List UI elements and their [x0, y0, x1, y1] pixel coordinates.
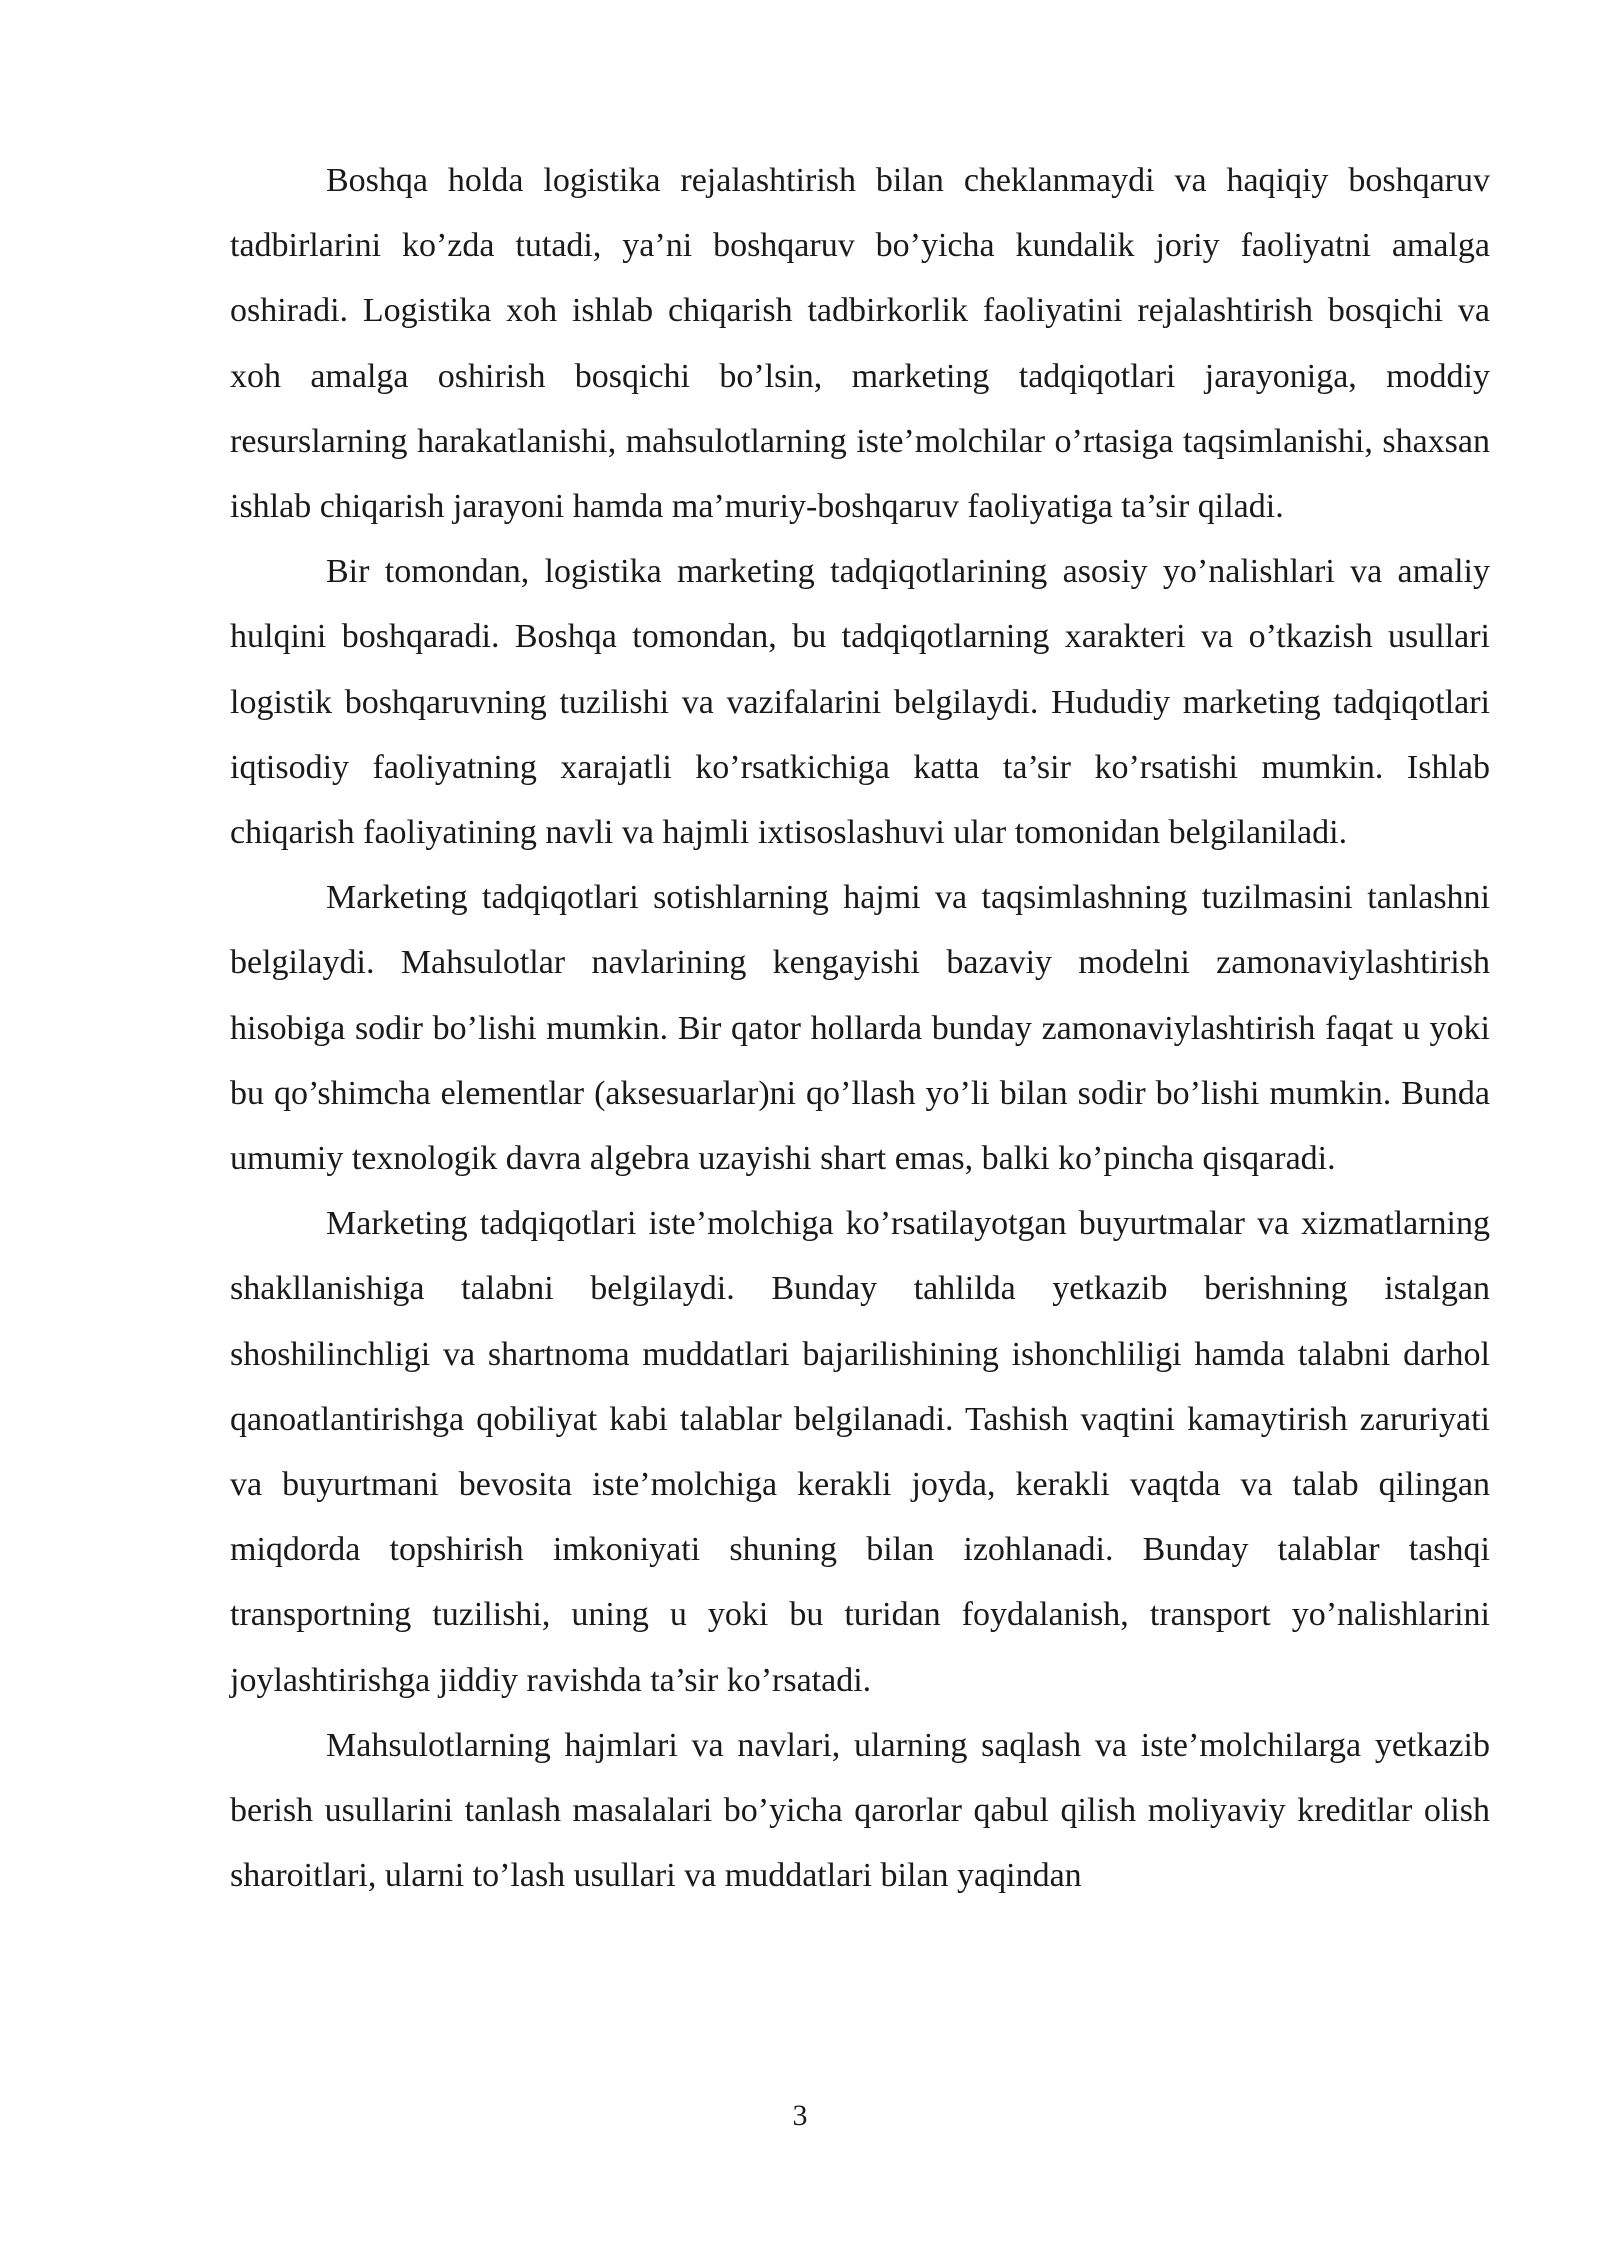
- paragraph-2: Bir tomondan, logistika marketing tadqiqotlarining asosiy yo’nalishlari va amaliy hulqini boshqaradi. Boshqa tomondan, bu tadqiqotlarning xarakteri va o’tkazish usullari logistik boshqaruvning tuzilishi va vazifalarini belgilaydi. Hududiy marketing tadqiqotlari iqtisodiy faoliyatning xarajatli ko’rsatkichiga katta ta’sir ko’rsatishi mumkin. Ishlab chiqarish faoliyatining navli va hajmli ixtisoslashuvi ular tomonidan belgilaniladi.: [230, 553, 1490, 852]
- paragraph-3: Marketing tadqiqotlari sotishlarning hajmi va taqsimlashning tuzilmasini tanlashni belgilaydi. Mahsulotlar navlarining kengayishi bazaviy modelni zamonaviylashtirish hisobiga sodir bo’lishi mumkin. Bir qator hollarda bunday zamonaviylashtirish faqat u yoki bu qo’shimcha elementlar (aksesuarlar)ni qo’llash yo’li bilan sodir bo’lishi mumkin. Bunda umumiy texnologik davra algebra uzayishi shart emas, balki ko’pincha qisqaradi.: [230, 879, 1490, 1178]
- paragraph-5: Mahsulotlarning hajmlari va navlari, ularning saqlash va iste’molchilarga yetkazib berish usullarini tanlash masalalari bo’yicha qarorlar qabul qilish moliyaviy kreditlar olish sharoitlari, ularni to’lash usullari va muddatlari bilan yaqindan: [230, 1726, 1490, 1895]
- document-body: [230, 148, 1490, 1908]
- page-number: 3: [792, 2099, 808, 2132]
- paragraph-4: Marketing tadqiqotlari iste’molchiga ko’rsatilayotgan buyurtmalar va xizmatlarning shakllanishiga talabni belgilaydi. Bunday tahlilda yetkazib berishning istalgan shoshilinchligi va shartnoma muddatlari bajarilishining ishonchliligi hamda talabni darhol qanoatlantirishga qobiliyat kabi talablar belgilanadi. Tashish vaqtini kamaytirish zaruriyati va buyurtmani bevosita iste’molchiga kerakli joyda, kerakli vaqtda va talab qilingan miqdorda topshirish imkoniyati shuning bilan izohlanadi. Bunday talablar tashqi transportning tuzilishi, uning u yoki bu turidan foydalanish, transport yo’nalishlarini joylashtirishga jiddiy ravishda ta’sir ko’rsatadi.: [230, 1205, 1490, 1699]
- paragraph-1: Boshqa holda logistika rejalashtirish bilan cheklanmaydi va haqiqiy boshqaruv tadbirlarini ko’zda tutadi, ya’ni boshqaruv bo’yicha kundalik joriy faoliyatni amalga oshiradi. Logistika xoh ishlab chiqarish tadbirkorlik faoliyatini rejalashtirish bosqichi va xoh amalga oshirish bosqichi bo’lsin, marketing tadqiqotlari jarayoniga, moddiy resurslarning harakatlanishi, mahsulotlarning iste’molchilar o’rtasiga taqsimlanishi, shaxsan ishlab chiqarish jarayoni hamda ma’muriy-boshqaruv faoliyatiga ta’sir qiladi.: [230, 162, 1490, 526]
